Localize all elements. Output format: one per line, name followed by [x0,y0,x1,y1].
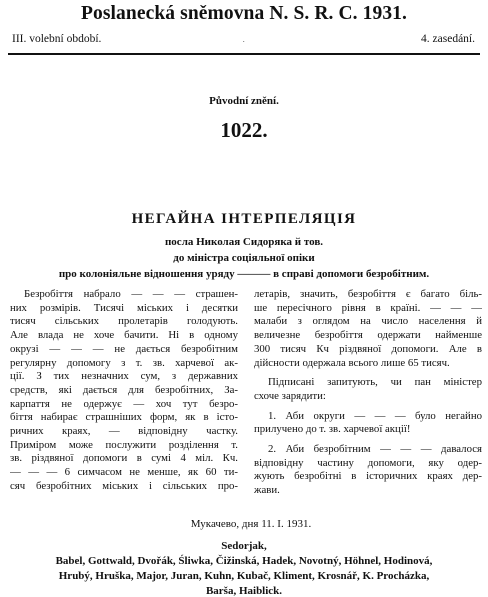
body-line: схоче зарядити: [254,389,326,402]
signature-line: Barša, Haiblick. [205,585,283,597]
subheading-line: посла Николая Сидоряка й тов. [164,236,324,248]
signature-line: Babel, Gottwald, Dvořák, Śliwka, Čižinská, Hadek, Novotný, Höhnel, Hodinová, [55,555,433,567]
body-line: Приміром може послужити розділення т. [10,438,238,451]
session-number: 4. zasedání. [421,33,475,45]
electoral-period: III. volební období. [12,33,102,45]
body-line: 1. Аби округи — — — було негайно [268,409,482,422]
body-line: сяч безробітних міських і сільських про- [10,479,238,492]
signature-line: Hrubý, Hruška, Major, Juran, Kuhn, Kubač, Kliment, Krosnář, K. Procházka, [58,570,430,582]
left-text-column [10,288,238,494]
body-line: тисяч сільських пролетарів голодують. [10,315,238,328]
body-line: Безробіття набрало — — — страшен- [24,288,238,300]
body-line: ричних краях, — відповідну частку. [10,425,238,438]
body-line: 300 тисяч Кч різдвяної допомоги. Але в [254,342,482,355]
body-line: них розмірів. Тисячі міських і десятки [10,301,238,314]
signatures-heading: Sedorjak, [221,540,267,552]
body-line: окрузі — — — не дається безробітним [10,342,238,355]
body-line: регулярну допомогу з т. зв. харчевої ак- [10,356,238,369]
body-line: ції. З тих незначних сум, з державних [10,370,238,383]
body-line: карпаття не одержує — хоч тут безро- [10,397,238,410]
body-line: дійсности одержала всього лише 65 тисяч. [254,356,450,369]
body-line: средств, які дається для безробітних, За- [10,383,238,396]
right-text-column [254,288,482,498]
place-and-date: Мукачево, дня 11. І. 1931. [190,518,312,530]
body-line: ше пересічного рівня в країні. — — — [254,301,482,314]
body-line: зв. різдвяної допомоги в сумі 4 міл. Кч. [10,452,238,465]
body-line: відповідну частину допомоги, яку одер- [254,456,482,469]
chamber-title: Poslanecká sněmovna N. S. R. C. 1931. [80,3,407,24]
body-line: Підписані запитують, чи пан міністер [268,376,482,389]
body-line: жують безробітні в історичних краях дер- [254,470,482,483]
body-line: — — — 6 симчасом не менше, як 60 ти- [10,466,238,479]
document-number: 1022. [220,118,268,142]
body-line: біття набирає страшніших форм, як в істо- [10,411,238,424]
header-ornament: · [242,38,246,46]
body-line: жави. [254,484,280,497]
body-line: малаби з оглядом на число населення й [254,315,482,328]
subheading-line: до міністра соціяльної опіки [173,252,315,264]
header-rule [8,53,480,55]
interpellation-heading: НЕГАЙНА ІНТЕРПЕЛЯЦІЯ [131,211,357,227]
body-line: 2. Аби безробітним — — — давалося [268,443,482,456]
body-line: летарів, значить, безробіття є багато біль- [254,288,482,300]
body-line: Але влада не хоче бачити. Ні в одному [10,329,238,342]
body-line: величезне безробіття одержати найменше [254,329,482,342]
body-line: прилучено до т. зв. харчевої акції! [254,423,411,436]
subheading-line: про колоніяльне відношення уряду ——— в справі допомоги безробітним. [58,268,430,280]
original-version-label: Původní znění. [209,95,279,107]
